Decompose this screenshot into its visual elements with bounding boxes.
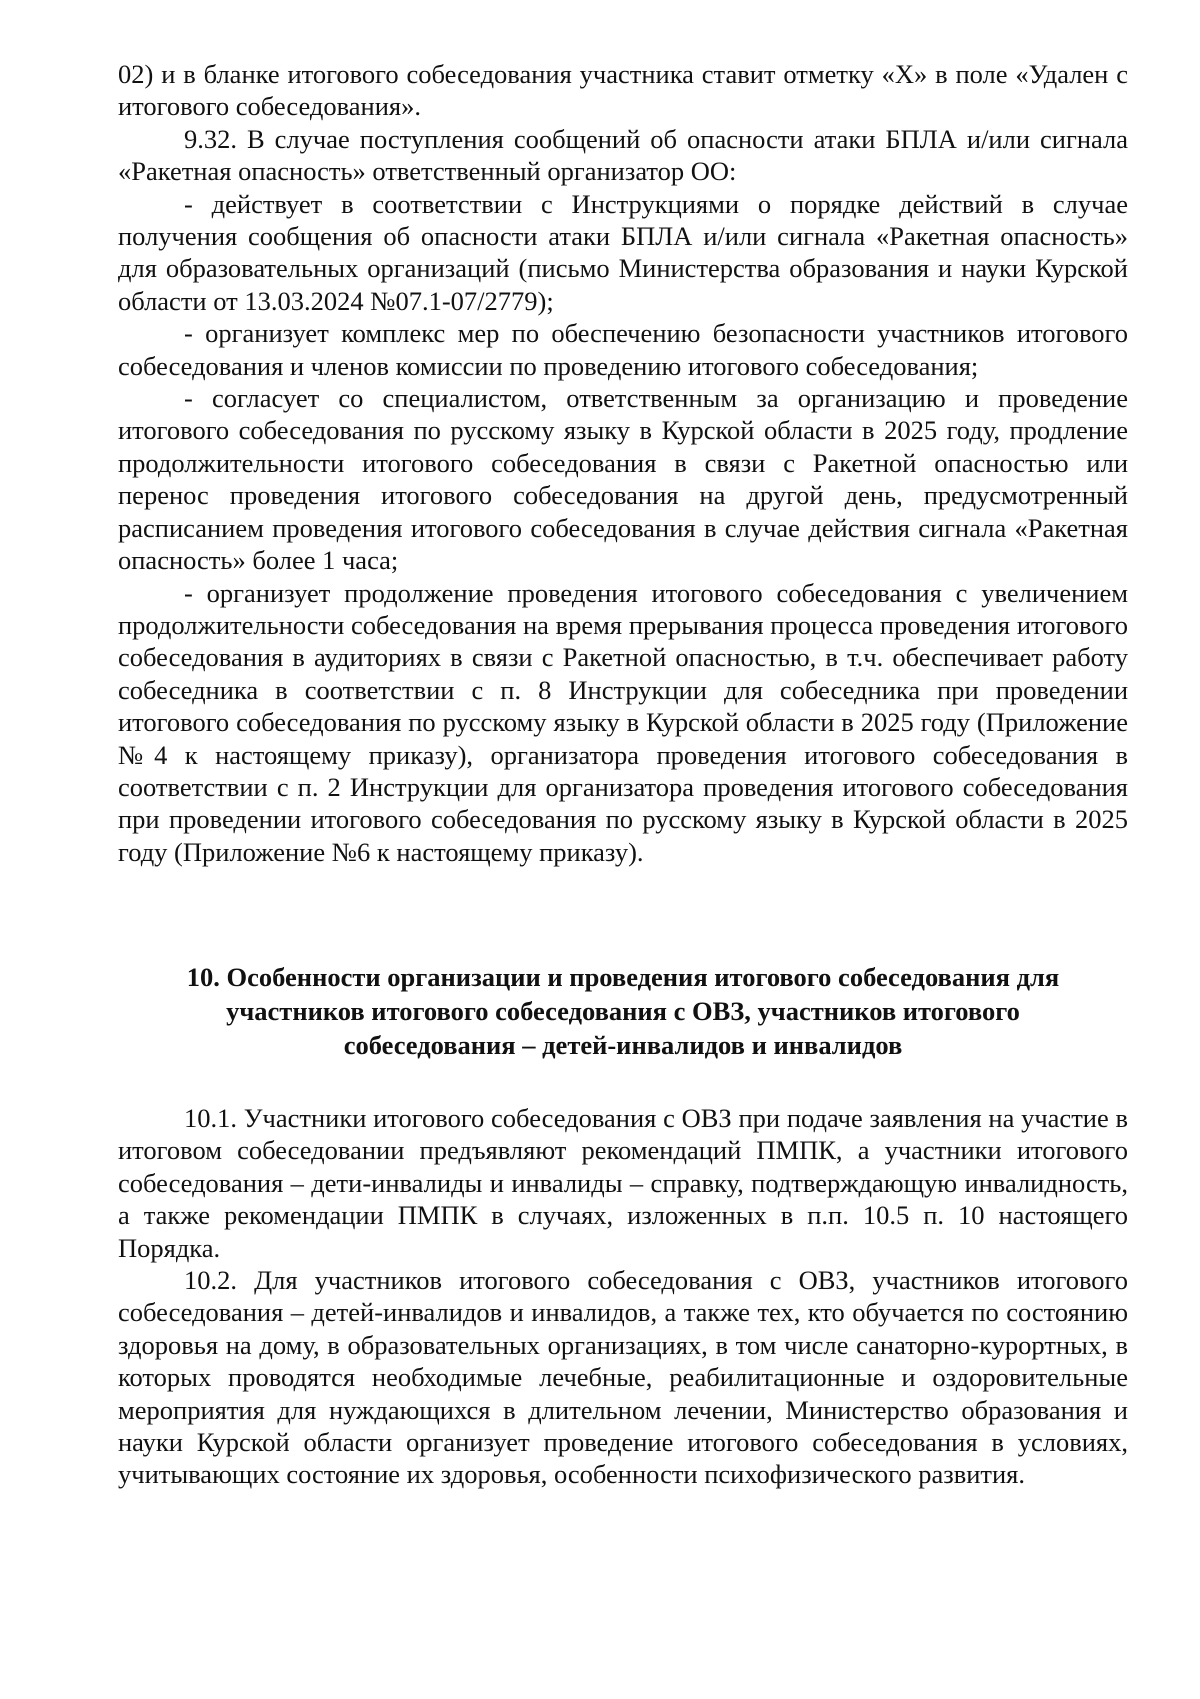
upper-text-block <box>118 58 1128 868</box>
heading-line-1: 10. Особенности организации и проведения итогового собеседования для <box>186 962 1060 992</box>
heading-line-3: собеседования – детей-инвалидов и инвалидов <box>343 1030 903 1060</box>
bullet-item-2: - организует комплекс мер по обеспечению безопасности участников итогового собеседования и членов комиссии по проведению итогового собеседования; <box>118 318 1128 381</box>
lower-text-block <box>118 1102 1128 1491</box>
paragraph-continuation: 02) и в бланке итогового собеседования участника ставит отметку «Х» в поле «Удален с итогового собеседования». <box>118 59 1128 122</box>
bullet-item-1: - действует в соответствии с Инструкциями о порядке действий в случае получения сообщения об опасности атаки БПЛА и/или сигнала «Ракетная опасность» для образовательных организаций (письмо Министерства образования и науки Курской области от 13.03.2024 №07.1-07/2779); <box>118 188 1128 316</box>
bullet-item-3: - согласует со специалистом, ответственным за организацию и проведение итогового собеседования по русскому языку в Курской области в 2025 году, продление продолжительности итогового собеседования в связи с Ракетной опасностью или перенос проведения итогового собеседования на другой день, предусмотренный расписанием проведения итогового собеседования в случае действия сигнала «Ракетная опасность» более 1 часа; <box>118 383 1128 576</box>
section-10-heading <box>118 960 1128 1062</box>
bullet-item-4: - организует продолжение проведения итогового собеседования с увеличением продолжительности собеседования на время прерывания процесса проведения итогового собеседования в аудиториях в связи с Ракетной опасностью, в т.ч. обеспечивает работу собеседника в соответствии с п. 8 Инструкции для собеседника при проведении итогового собеседования по русскому языку в Курской области в 2025 году (Приложение №4 к настоящему приказу), организатора проведения итогового собеседования в соответствии с п. 2 Инструкции для организатора проведения итогового собеседования при проведении итогового собеседования по русскому языку в Курской области в 2025 году (Приложение №6 к настоящему приказу). <box>118 577 1128 867</box>
heading-line-2: участников итогового собеседования с ОВЗ, участников итогового <box>226 996 1020 1026</box>
paragraph-10-2: 10.2. Для участников итогового собеседования с ОВЗ, участников итогового собеседования – детей-инвалидов и инвалидов, а также тех, кто обучается по состоянию здоровья на дому, в образовательных организациях, в том числе санаторно-курортных, в которых проводятся необходимые лечебные, реабилитационные и оздоровительные мероприятия для нуждающихся в длительном лечении, Министерство образования и науки Курской области организует проведение итогового собеседования в условиях, учитывающих состояние их здоровья, особенности психофизического развития. <box>118 1265 1128 1490</box>
paragraph-10-1: 10.1. Участники итогового собеседования с ОВЗ при подаче заявления на участие в итоговом собеседовании предъявляют рекомендаций ПМПК, а участники итогового собеседования – дети-инвалиды и инвалиды – справку, подтверждающую инвалидность, а также рекомендации ПМПК в случаях, изложенных в п.п. 10.5 п. 10 настоящего Порядка. <box>118 1103 1128 1263</box>
paragraph-9-32: 9.32. В случае поступления сообщений об опасности атаки БПЛА и/или сигнала «Ракетная опасность» ответственный организатор ОО: <box>118 123 1128 187</box>
